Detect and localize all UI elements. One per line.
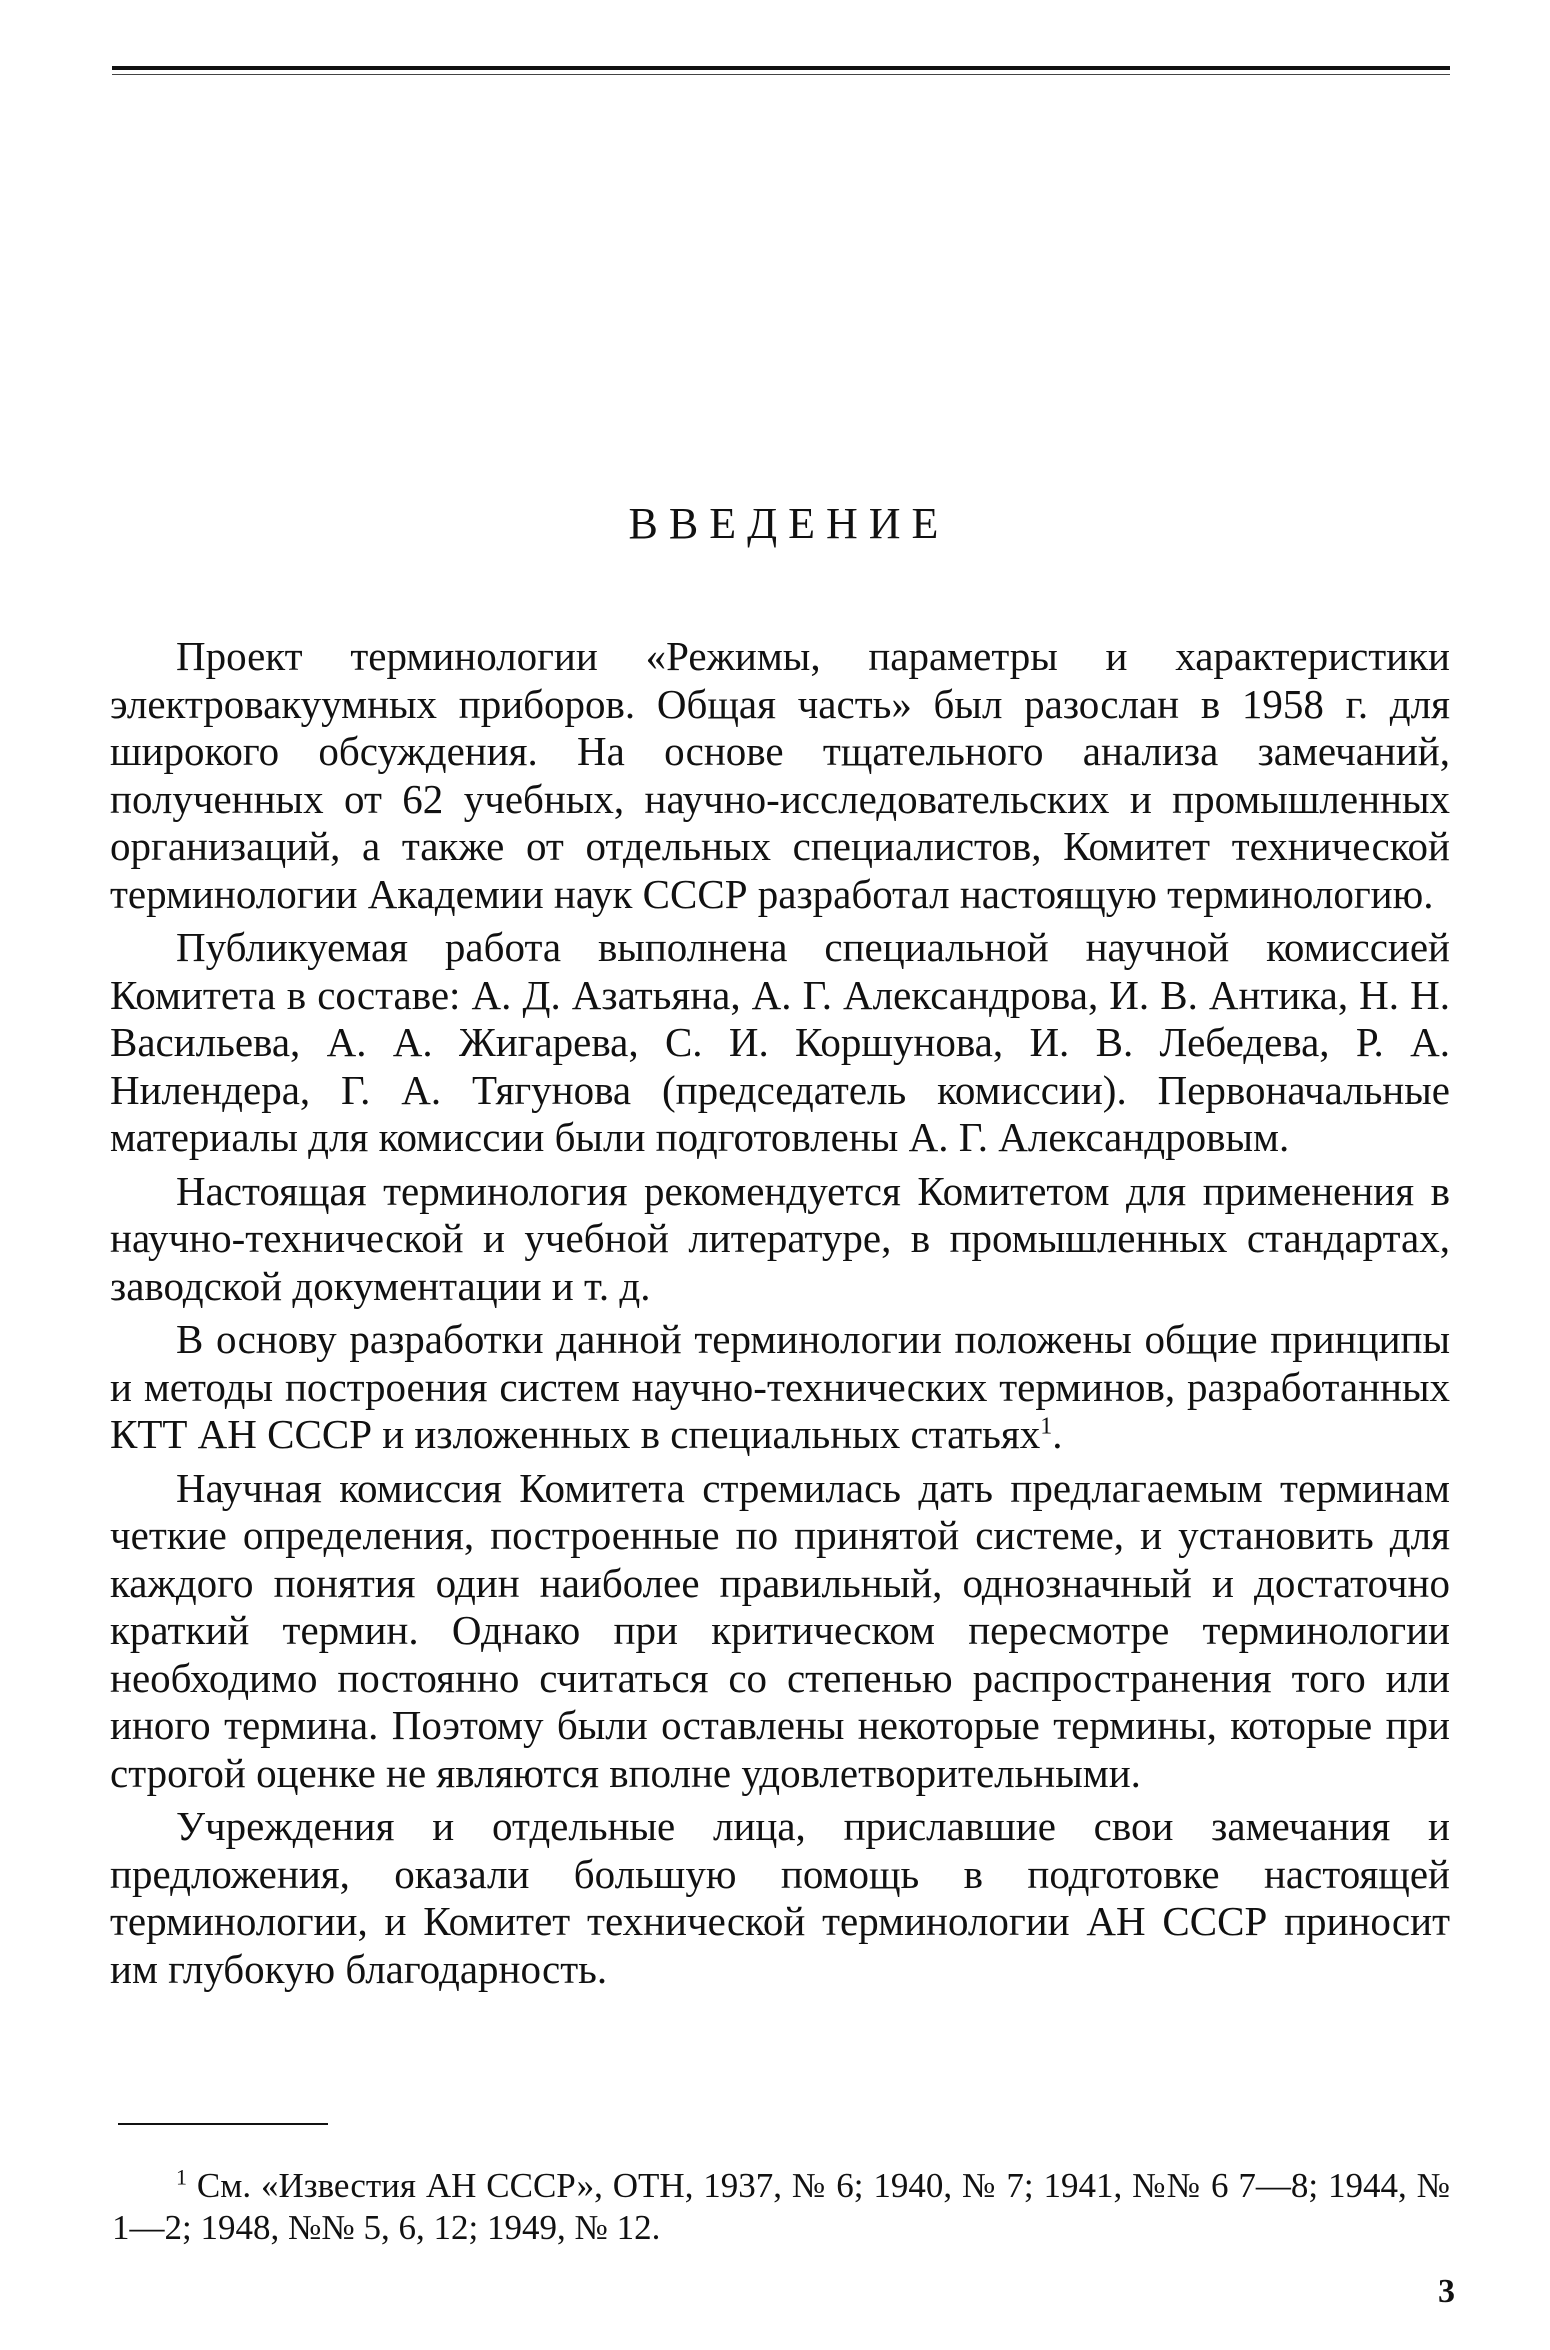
paragraph-3: Настоящая терминология рекомендуется Комитетом для применения в научно-технической и учебной литературе, в промышленных стандартах, заводской документации и т. д.: [110, 1167, 1450, 1309]
paragraph-5: Научная комиссия Комитета стремилась дать предлагаемым терминам четкие определения, построенные по принятой системе, и установить для каждого понятия один наиболее правильный, однозначный и достаточно краткий термин. Однако при критическом пересмотре терминологии необходимо постоянно считаться со степенью распространения того или иного термина. Поэтому были оставлены некоторые термины, которые при строгой оценке не являются вполне удовлетворительными.: [110, 1464, 1450, 1796]
footnote: [112, 2165, 1450, 2249]
top-rule: [112, 66, 1450, 70]
footnote-text: См. «Известия АН СССР», ОТН, 1937, № 6; 1940, № 7; 1941, №№ 6 7—8; 1944, № 1—2; 1948, №№ 5, 6, 12; 1949, № 12.: [112, 2166, 1450, 2247]
footnote-reference: 1: [1040, 1413, 1053, 1440]
paragraph-4: [110, 1316, 1450, 1459]
paragraph-1: Проект терминологии «Режимы, параметры и характеристики электровакуумных приборов. Общая часть» был разослан в 1958 г. для широкого обсуждения. На основе тщательного анализа замечаний, полученных от 62 учебных, научно-исследовательских и промышленных организаций, а также от отдельных специалистов, Комитет технической терминологии Академии наук СССР разработал настоящую терминологию.: [110, 633, 1450, 917]
footnote-separator: [118, 2123, 328, 2125]
footnote-mark: 1: [176, 2164, 187, 2190]
page-number: 3: [1438, 2273, 1455, 2310]
paragraph-6: Учреждения и отдельные лица, приславшие свои замечания и предложения, оказали большую помощь в подготовке настоящей терминологии, и Комитет технической терминологии АН СССР приносит им глубокую благодарность.: [110, 1803, 1450, 1992]
top-rule-thin: [112, 74, 1450, 75]
paragraph-4-end: .: [1052, 1411, 1063, 1457]
page-title: ВВЕДЕНИЕ: [628, 499, 950, 548]
paragraph-2: Публикуемая работа выполнена специальной научной комиссией Комитета в составе: А. Д. Азатьяна, А. Г. Александрова, И. В. Антика, Н. Н. Васильева, А. А. Жигарева, С. И. Коршунова, И. В. Лебедева, Р. А. Нилендера, Г. А. Тягунова (председатель комиссии). Первоначальные материалы для комиссии были подготовлены А. Г. Александровым.: [110, 924, 1450, 1160]
paragraph-4-text: В основу разработки данной терминологии положены общие принципы и методы построения систем научно-технических терминов, разработанных КТТ АН СССР и изложенных в специальных статьях: [110, 1316, 1450, 1457]
body-text: [110, 633, 1450, 1993]
